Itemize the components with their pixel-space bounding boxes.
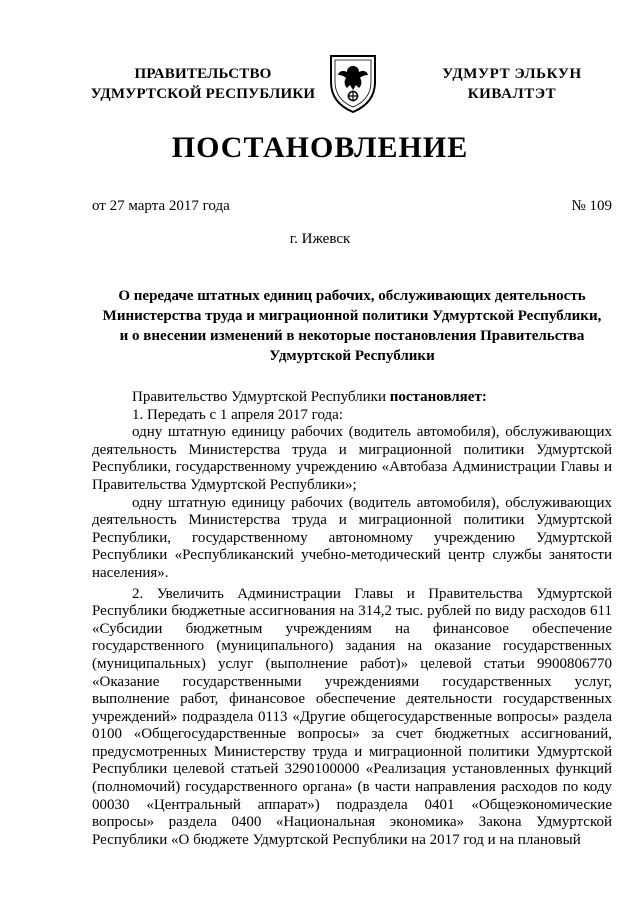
- udmurt-coat-of-arms-icon: [327, 52, 379, 114]
- paragraph-1: 1. Передать с 1 апреля 2017 года:: [132, 406, 343, 423]
- subject-line4: Удмуртской Республики: [269, 348, 435, 364]
- document-city: г. Ижевск: [289, 231, 351, 247]
- document-title: ПОСТАНОВЛЕНИЕ: [171, 131, 469, 164]
- government-name-udmurt: [412, 64, 612, 104]
- intro-text: Правительство Удмуртской Республики: [132, 389, 390, 405]
- subject-line3: и о внесении изменений в некоторые постановления Правительства: [119, 328, 585, 344]
- intro-decree-word: постановляет:: [389, 389, 487, 405]
- document-date: от 27 марта 2017 года: [92, 198, 230, 214]
- intro-paragraph: [92, 389, 612, 407]
- document-subject: [92, 286, 612, 366]
- government-name-russian: [78, 64, 328, 104]
- paragraph-1b: одну штатную единицу рабочих (водитель автомобиля), обслуживающих деятельность Министерства труда и миграционной политики Удмуртской Республики, государственному автономному учреждению Удмуртской Республики «Республиканский учебно-методический центр службы занятости населения».: [92, 494, 612, 581]
- header-left-line2: УДМУРТСКОЙ РЕСПУБЛИКИ: [90, 86, 316, 102]
- header-right-line2: КИВАЛТЭТ: [467, 86, 557, 102]
- document-body: [92, 389, 612, 849]
- document-number: № 109: [571, 198, 612, 214]
- subject-line2: Министерства труда и миграционной политики Удмуртской Республики,: [102, 308, 602, 324]
- paragraph-1a: одну штатную единицу рабочих (водитель автомобиля), обслуживающих деятельность Министерства труда и миграционной политики Удмуртской Республики, государственному учреждению «Автобаза Администрации Главы и Правительства Удмуртской Республики»;: [92, 424, 612, 493]
- header-right-line1: УДМУРТ ЭЛЬКУН: [442, 66, 582, 82]
- subject-line1: О передаче штатных единиц рабочих, обслуживающих деятельность: [118, 288, 586, 304]
- paragraph-2: 2. Увеличить Администрации Главы и Правительства Удмуртской Республики бюджетные ассигнования на 314,2 тыс. рублей по виду расходов 611 «Субсидии бюджетным учреждениям на финансовое обеспечение государственного (муниципального) задания на оказание государственных (муниципальных) услуг (выполнение работ)» целевой статьи 9900806770 «Оказание государственными учреждениями государственных услуг, выполнение работ, финансовое обеспечение деятельности государственных учреждений» подраздела 0113 «Другие общегосударственные вопросы» раздела 0100 «Общегосударственные вопросы» за счет бюджетных ассигнований, предусмотренных Министерству труда и миграционной политики Удмуртской Республики целевой статьей 3290100000 «Реализация установленных функций (полномочий) государственного органа» (в части направления расходов по коду 00030 «Центральный аппарат») подраздела 0401 «Общеэкономические вопросы» раздела 0400 «Национальная экономика» Закона Удмуртской Республики «О бюджете Удмуртской Республики на 2017 год и на плановый: [92, 585, 612, 848]
- header-left-line1: ПРАВИТЕЛЬСТВО: [134, 66, 272, 82]
